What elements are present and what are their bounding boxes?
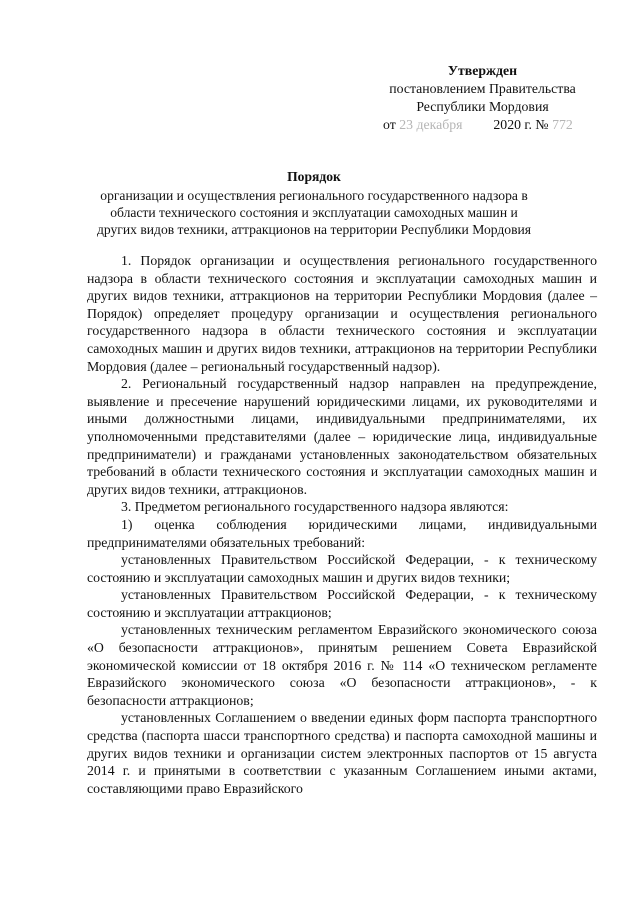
approval-line-1: постановлением Правительства [389,81,576,96]
paragraph-1: 1. Порядок организации и осуществления регионального государственного надзора в области технического состояния и эксплуатации самоходных машин и других видов техники, аттракционов на территории Республики Мордовия (далее – Порядок) определяет процедуру организации и осуществления регионального государственного надзора в области технического состояния и эксплуатации самоходных машин и других видов техники, аттракционов на территории Республики Мордовия (далее – региональный государственный надзор). [87,253,597,374]
paragraph-requirement-1: установленных Правительством Российской Федерации, - к техническому состоянию и эксплуатации самоходных машин и других видов техники; [87,552,597,585]
approval-stamp [365,62,600,134]
document-heading [96,168,532,238]
date-prefix: от [383,117,396,132]
approval-date-line [365,116,600,134]
paragraph-3: 3. Предметом регионального государственного надзора являются: [121,499,509,515]
paragraph-requirement-4: установленных Соглашением о введении единых форм паспорта транспортного средства (паспорта шасси транспортного средства) и паспорта самоходной машины и других видов техники и организации систем электронных паспортов от 15 августа 2014 г. и принятыми в соответствии с указанным Соглашением иными актами, составляющими право Евразийского [87,710,597,796]
approval-date: 23 декабря [399,117,463,132]
approval-number: 772 [552,117,573,132]
paragraph-requirement-3: установленных техническим регламентом Евразийского экономического союза «О безопасности аттракционов», принятым решением Совета Евразийской экономической комиссии от 18 октября 2016 г. № 114 «О техническом регламенте Евразийского экономического союза «О безопасности аттракционов», - к безопасности аттракционов; [87,622,597,708]
document-subtitle: организации и осуществления регионального государственного надзора в области технического состояния и эксплуатации самоходных машин и других видов техники, аттракционов на территории Республики Мордовия [96,188,532,237]
paragraph-3-item-1: 1) оценка соблюдения юридическими лицами, индивидуальными предпринимателями обязательных требований: [87,516,597,550]
paragraph-2: 2. Региональный государственный надзор направлен на предупреждение, выявление и пресечение нарушений юридическими лицами, их руководителями и иными должностными лицами, индивидуальными предпринимателями, их уполномоченными представителями (далее – юридические лица, индивидуальные предприниматели) и гражданами установленных законодательством обязательных требований в области технического состояния и эксплуатации самоходных машин и других видов техники, аттракционов. [87,376,597,497]
document-body [87,252,597,797]
paragraph-requirement-2: установленных Правительством Российской Федерации, - к техническому состоянию и эксплуатации аттракционов; [87,587,597,620]
approved-label: Утвержден [447,63,518,78]
approval-year: 2020 г. № [493,117,549,132]
document-title: Порядок [287,169,341,184]
approval-line-2: Республики Мордовия [416,99,549,114]
